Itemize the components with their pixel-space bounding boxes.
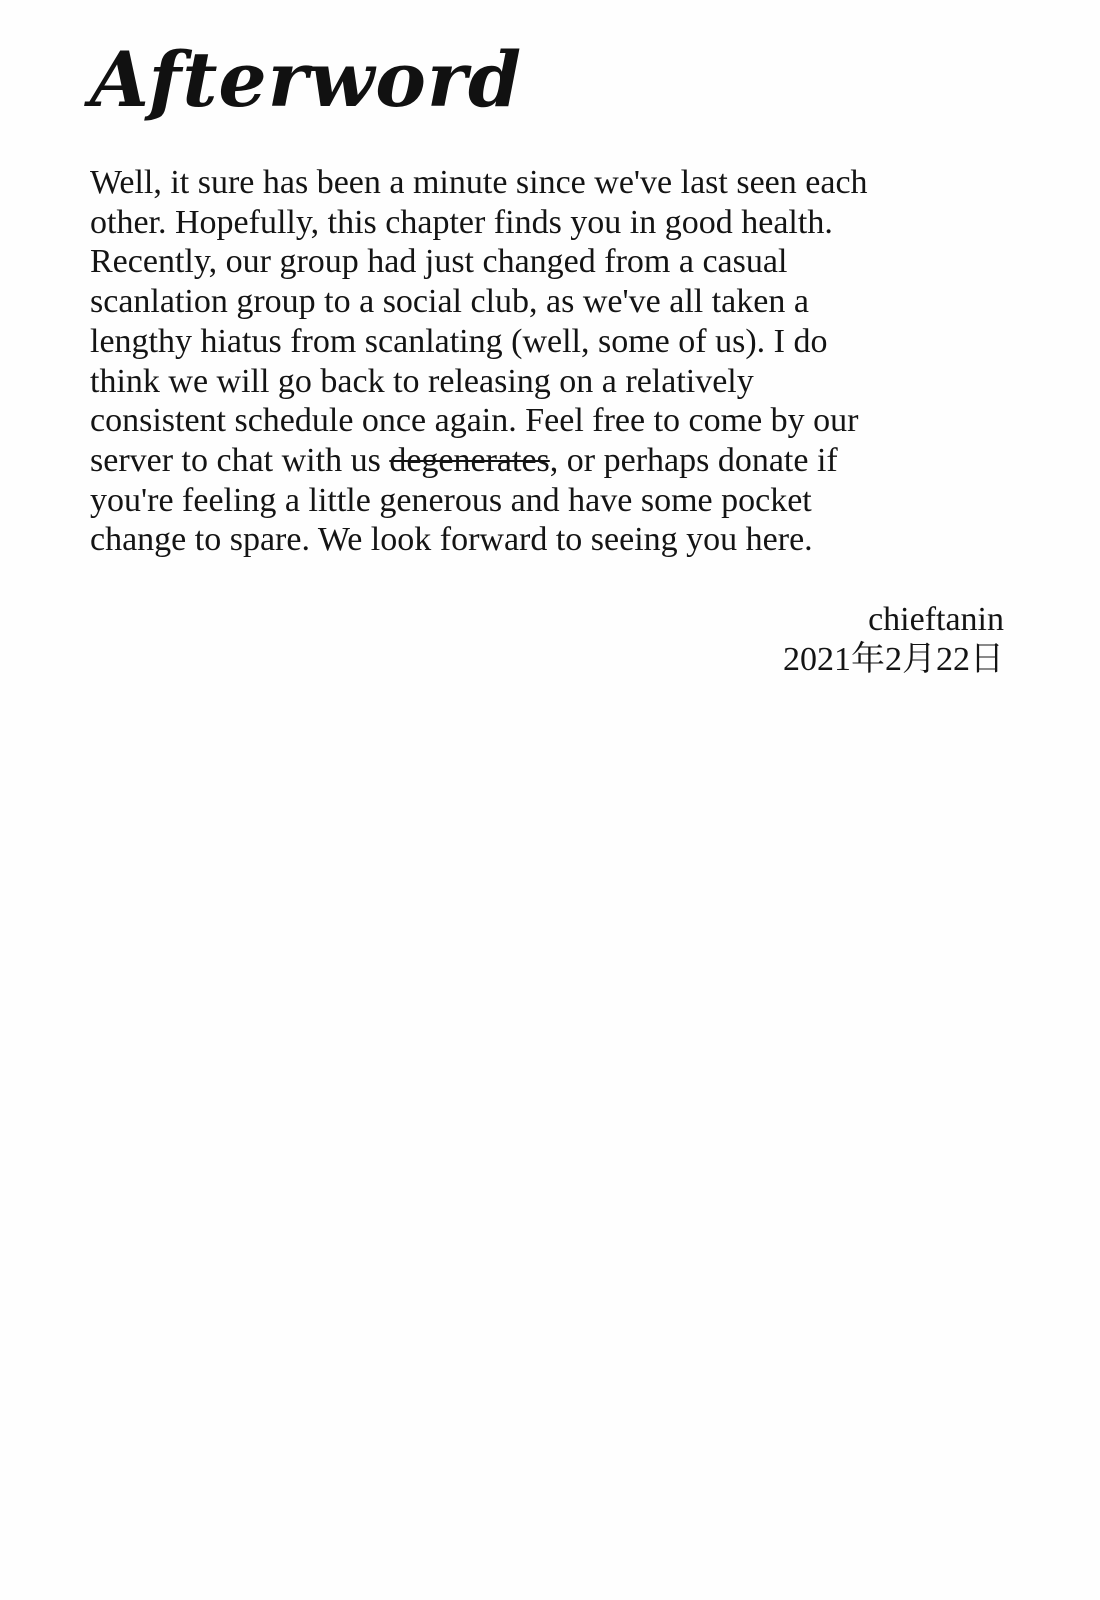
body-line: consistent schedule once again. Feel free to come by our — [90, 402, 859, 440]
body-line: you're feeling a little generous and have some pocket — [90, 481, 812, 519]
signature-block — [783, 600, 1004, 679]
body-line: other. Hopefully, this chapter finds you in good health. — [90, 203, 833, 241]
body-line: think we will go back to releasing on a relatively — [90, 362, 754, 400]
body-line-segment: server to chat with us — [90, 441, 390, 479]
body-line: lengthy hiatus from scanlating (well, some of us). I do — [90, 322, 828, 360]
struck-word: degenerates — [389, 441, 550, 479]
body-line-segment: , or perhaps donate if — [549, 441, 838, 479]
body-line-with-strikethrough — [90, 441, 995, 481]
author-name: chieftanin — [868, 601, 1004, 638]
signature-date: 2021年2月22日 — [783, 640, 1004, 678]
body-line: Recently, our group had just changed from a casual — [90, 243, 788, 281]
afterword-body — [90, 163, 995, 560]
body-line: change to spare. We look forward to seeing you here. — [90, 521, 813, 559]
page-title: Afterword — [90, 35, 523, 124]
body-line: scanlation group to a social club, as we've all taken a — [90, 283, 809, 321]
body-line: Well, it sure has been a minute since we've last seen each — [90, 164, 868, 201]
